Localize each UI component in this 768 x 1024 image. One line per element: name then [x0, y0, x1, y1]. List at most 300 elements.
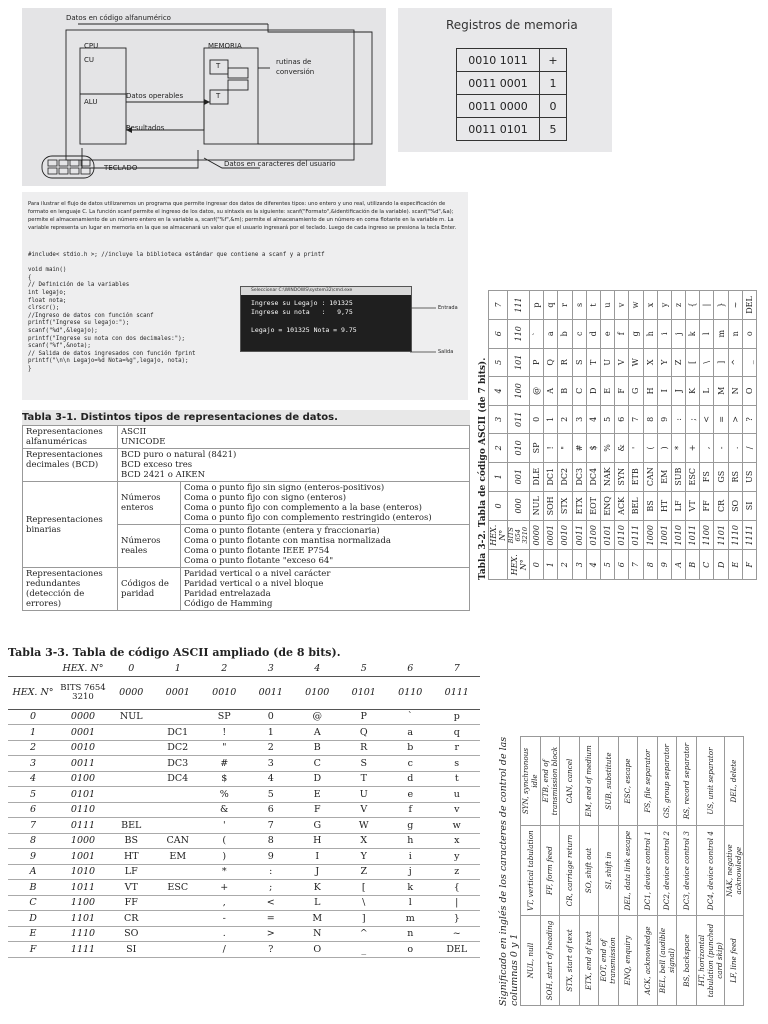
memreg-char: +	[540, 49, 567, 72]
table-cell: H	[294, 833, 341, 849]
table-cell: &	[615, 434, 629, 463]
table-cell	[108, 756, 155, 772]
table-cell: 3	[572, 405, 586, 434]
table-cell: '	[629, 434, 643, 463]
table-cell: 4	[586, 405, 600, 434]
table-cell: 6	[248, 802, 295, 818]
table-cell: J	[671, 377, 685, 406]
row-bits: 1101	[58, 911, 108, 927]
table-row	[643, 291, 657, 580]
control-char-meaning: ACK, acknowledge	[638, 916, 658, 1006]
col-hex: 0	[489, 491, 508, 520]
control-char-meaning: BS, backspace	[677, 916, 697, 1006]
row-bits: 0111	[629, 521, 643, 551]
row-label: Representaciones decimales (BCD)	[23, 449, 118, 482]
table-cell: X	[643, 348, 657, 377]
row-hex: F	[8, 942, 58, 958]
table-cell: |	[700, 291, 714, 320]
col-hex: 3	[489, 405, 508, 434]
table-row	[544, 291, 558, 580]
table-cell: U	[341, 787, 388, 803]
table-cell: CAN	[155, 833, 202, 849]
control-char-meaning: NUL, null	[521, 916, 541, 1006]
table-cell: i	[387, 849, 434, 865]
table-cell: ]	[714, 348, 728, 377]
row-hex: 2	[8, 740, 58, 756]
table-row	[671, 291, 685, 580]
table-row	[579, 737, 599, 1006]
table-cell: o	[387, 942, 434, 958]
control-char-meaning: EM, end of medium	[579, 737, 599, 826]
table-cell: v	[434, 802, 481, 818]
table-cell: F	[615, 377, 629, 406]
row-hex: 2	[558, 550, 572, 580]
table-row	[657, 291, 671, 580]
table-cell: g	[387, 818, 434, 834]
control-char-meaning: VT, vertical tabulation	[521, 826, 541, 916]
table-row	[615, 291, 629, 580]
table-row	[572, 291, 586, 580]
row-bits: 1011	[686, 521, 700, 551]
col-bits: 110	[508, 319, 530, 348]
table-cell: e	[387, 787, 434, 803]
table-cell: r	[434, 740, 481, 756]
table-cell: C	[572, 377, 586, 406]
col-hex: 5	[341, 661, 388, 676]
t2-label: T	[216, 92, 221, 100]
table-cell: 8	[248, 833, 295, 849]
table-cell: e	[600, 319, 614, 348]
table-cell: z	[434, 864, 481, 880]
memreg-bits: 0011 0000	[457, 95, 540, 118]
row-bits: 1001	[657, 521, 671, 551]
col-hex: 6	[387, 661, 434, 676]
table-cell: V	[615, 348, 629, 377]
table-cell: SOH	[544, 491, 558, 520]
row-hex: 7	[8, 818, 58, 834]
rutinas-label: rutinas de	[276, 58, 312, 66]
table-cell: 7	[248, 818, 295, 834]
row-bits: 1001	[58, 849, 108, 865]
row-hex: 0	[530, 550, 544, 580]
table-cell: c	[572, 319, 586, 348]
table-row	[8, 926, 480, 942]
table-cell: ]	[341, 911, 388, 927]
control-chars-caption: Significado en inglés de los caracteres de control de las columnas 0 y 1	[498, 736, 520, 1006]
row-bits: 0100	[586, 521, 600, 551]
table-cell: BEL	[629, 491, 643, 520]
table-cell: K	[686, 377, 700, 406]
table-cell: FS	[700, 462, 714, 491]
table-cell: -	[201, 911, 248, 927]
control-char-meaning: GS, group separator	[657, 737, 677, 826]
table-cell: B	[294, 740, 341, 756]
table-cell	[155, 926, 202, 942]
table-cell: !	[544, 434, 558, 463]
col-bits: 101	[508, 348, 530, 377]
table-cell: R	[341, 740, 388, 756]
col-bits: 0111	[434, 676, 481, 709]
table-cell	[108, 787, 155, 803]
table-cell: f	[387, 802, 434, 818]
table-cell: U	[600, 348, 614, 377]
table-cell: BS	[643, 491, 657, 520]
table-cell: S	[341, 756, 388, 772]
c-source-code: #include< stdio.h >; //incluye la biblioteca estándar que contiene a scanf y a printf void main() { // Definición de la variables int legajo; float nota; clrscr(); //Ingreso de datos con función scanf printf("Ingrese su legajo:"); scanf("%d",&legajo); printf("Ingrese su nota con dos decimales:"); scanf("%f",&nota); // Salida de datos ingresados con función fprint printf("\n\n Legajo=%d Nota=%g",legajo, nota); }	[28, 252, 325, 372]
row-bits: 0100	[58, 771, 108, 787]
col-bits: 0000	[108, 676, 155, 709]
table-cell: "	[201, 740, 248, 756]
table-cell: X	[341, 833, 388, 849]
table-cell: FF	[108, 895, 155, 911]
table-cell: 1	[248, 725, 295, 741]
row-hex: A	[671, 550, 685, 580]
cpu-label: CPU	[84, 42, 99, 50]
table-cell: .	[201, 926, 248, 942]
row-hex: 3	[572, 550, 586, 580]
table-cell: I	[294, 849, 341, 865]
table-cell: SP	[201, 709, 248, 725]
control-char-meaning: STX, start of text	[560, 916, 580, 1006]
table-cell: u	[600, 291, 614, 320]
table-cell: =	[248, 911, 295, 927]
table-row	[23, 449, 470, 482]
memory-registers	[398, 8, 612, 152]
col-bits: 0001	[155, 676, 202, 709]
table-cell: DC3	[155, 756, 202, 772]
table-cell: A	[544, 377, 558, 406]
table-cell: D	[586, 377, 600, 406]
col-hex: 7	[434, 661, 481, 676]
table-cell: L	[294, 895, 341, 911]
table-cell: |	[434, 895, 481, 911]
row-hex: 1	[544, 550, 558, 580]
table-cell: B	[558, 377, 572, 406]
table-cell	[155, 818, 202, 834]
control-char-meaning: RS, record separator	[677, 737, 697, 826]
row-bits: 1111	[742, 521, 756, 551]
control-char-meaning: ETX, end of text	[579, 916, 599, 1006]
table-cell: NAK	[600, 462, 614, 491]
table-3-3-caption: Tabla 3-3. Tabla de código ASCII ampliado (de 8 bits).	[8, 646, 341, 659]
col-hex: 4	[294, 661, 341, 676]
table-cell: LF	[108, 864, 155, 880]
table-cell: US	[742, 462, 756, 491]
table-cell: x	[434, 833, 481, 849]
row-bits: 1110	[728, 521, 742, 551]
ascii-7bit-table	[488, 290, 757, 580]
table-cell: DC2	[558, 462, 572, 491]
table-cell: b	[387, 740, 434, 756]
console-line: Legajo = 101325 Nota = 9.75	[251, 326, 357, 334]
table-cell: ^	[728, 348, 742, 377]
table-cell: 5	[248, 787, 295, 803]
control-char-meaning: NAK, negative acknowledge	[724, 826, 744, 916]
row-hex: E	[728, 550, 742, 580]
control-char-meaning: US, unit separator	[696, 737, 724, 826]
row-hex: 6	[615, 550, 629, 580]
table-cell: `	[387, 709, 434, 725]
row-bits: 0010	[558, 521, 572, 551]
control-char-meaning: FS, file separator	[638, 737, 658, 826]
col-bits: 111	[508, 291, 530, 320]
table-cell: EM	[657, 462, 671, 491]
row-hex: 5	[8, 787, 58, 803]
table-cell: %	[600, 434, 614, 463]
table-cell: 9	[657, 405, 671, 434]
hex-side-header: HEX. N°	[508, 550, 530, 580]
table-row	[700, 291, 714, 580]
table-cell: %	[201, 787, 248, 803]
representations-table	[22, 425, 470, 611]
table-cell: a	[544, 319, 558, 348]
table-cell	[155, 709, 202, 725]
row-hex: C	[700, 550, 714, 580]
table-cell: {	[434, 880, 481, 896]
memoria-label: MEMORIA	[208, 42, 242, 50]
table-cell: ETX	[572, 491, 586, 520]
control-char-meaning: FF, form feed	[540, 826, 560, 916]
col-hex: 3	[248, 661, 295, 676]
table-cell: M	[294, 911, 341, 927]
row-hex: 8	[8, 833, 58, 849]
table-cell: d	[387, 771, 434, 787]
row-values: Paridad vertical o a nivel carácter Paridad vertical o a nivel bloque Paridad entrelazada Código de Hamming	[181, 568, 470, 611]
control-char-meaning: DEL, delete	[724, 737, 744, 826]
table-cell: HT	[657, 491, 671, 520]
cu-label: CU	[84, 56, 95, 64]
table-cell: n	[387, 926, 434, 942]
table-cell: P	[341, 709, 388, 725]
col-hex: 1	[489, 462, 508, 491]
control-char-meaning: CR, carriage return	[560, 826, 580, 916]
row-hex: 0	[8, 709, 58, 725]
memreg-row	[457, 49, 567, 72]
row-hex: B	[686, 550, 700, 580]
table-row	[23, 482, 470, 525]
row-hex: 6	[8, 802, 58, 818]
row-hex: E	[8, 926, 58, 942]
entrada-label: Entrada	[438, 305, 458, 311]
table-cell: DC2	[155, 740, 202, 756]
table-cell: }	[714, 291, 728, 320]
table-cell: n	[728, 319, 742, 348]
col-bits: 0100	[294, 676, 341, 709]
row-bits: 0001	[58, 725, 108, 741]
table-cell: N	[294, 926, 341, 942]
table-cell: y	[434, 849, 481, 865]
control-char-meaning: DEL, data link escape	[618, 826, 638, 916]
table-row	[618, 737, 638, 1006]
row-hex: D	[714, 550, 728, 580]
row-hex: 1	[8, 725, 58, 741]
table-row	[638, 737, 658, 1006]
table-cell: o	[742, 319, 756, 348]
row-bits: 0011	[58, 756, 108, 772]
table-row	[540, 737, 560, 1006]
table-cell: ESC	[686, 462, 700, 491]
row-bits: 1000	[58, 833, 108, 849]
table-cell: DLE	[530, 462, 544, 491]
table-cell: /	[201, 942, 248, 958]
table-cell: q	[544, 291, 558, 320]
table-cell: DEL	[742, 291, 756, 320]
col-bits: 0011	[248, 676, 295, 709]
table-cell: DC3	[572, 462, 586, 491]
table-cell	[155, 802, 202, 818]
row-hex: F	[742, 550, 756, 580]
col-bits: 010	[508, 434, 530, 463]
table-cell: BEL	[108, 818, 155, 834]
table-cell: )	[201, 849, 248, 865]
ascii-8bit-body	[8, 709, 480, 957]
col-bits: 0110	[387, 676, 434, 709]
control-char-meaning: DC3, device control 3	[677, 826, 697, 916]
table-cell: NUL	[108, 709, 155, 725]
table-cell: ;	[248, 880, 295, 896]
table-row	[8, 849, 480, 865]
table-row	[677, 737, 697, 1006]
table-cell: VT	[108, 880, 155, 896]
table-cell: r	[558, 291, 572, 320]
table-cell: E	[294, 787, 341, 803]
table-cell: Y	[341, 849, 388, 865]
row-hex: C	[8, 895, 58, 911]
conversion-label: conversión	[276, 68, 315, 76]
table-cell: DC4	[586, 462, 600, 491]
col-hex: 0	[108, 661, 155, 676]
table-cell: .	[728, 434, 742, 463]
table-cell: H	[643, 377, 657, 406]
table-cell: CR	[108, 911, 155, 927]
row-hex: 5	[600, 550, 614, 580]
table-cell: "	[558, 434, 572, 463]
control-char-meaning: ENQ, enquiry	[618, 916, 638, 1006]
control-char-meaning: SOH, start of heading	[540, 916, 560, 1006]
table-header-row	[489, 291, 508, 580]
table-cell: ENQ	[600, 491, 614, 520]
table-cell: Z	[341, 864, 388, 880]
table-row	[8, 756, 480, 772]
row-bits: 1101	[714, 521, 728, 551]
table-cell: 5	[600, 405, 614, 434]
table-cell: =	[714, 405, 728, 434]
code-example-panel	[22, 192, 468, 400]
row-hex: 8	[643, 550, 657, 580]
table-row	[586, 291, 600, 580]
table-row	[8, 740, 480, 756]
row-bits: 0101	[58, 787, 108, 803]
control-chars-body	[521, 737, 744, 1006]
table-cell: SO	[728, 491, 742, 520]
table-cell: ?	[248, 942, 295, 958]
row-bits: 0011	[572, 521, 586, 551]
row-values: ASCII UNICODE	[118, 426, 470, 449]
sub-label: Números reales	[118, 525, 181, 568]
console-title: Seleccionar C:\WINDOWS\system32\cmd.exe	[241, 287, 411, 295]
table-row	[521, 737, 541, 1006]
table-cell: HT	[108, 849, 155, 865]
table-cell: l	[387, 895, 434, 911]
table-cell: 6	[615, 405, 629, 434]
table-cell: DEL	[434, 942, 481, 958]
table-cell: R	[558, 348, 572, 377]
table-cell: (	[201, 833, 248, 849]
table-3-2	[478, 290, 757, 580]
table-row	[8, 771, 480, 787]
table-row	[8, 709, 480, 725]
row-label: Representaciones redundantes (detección de errores)	[23, 568, 118, 611]
col-hex: 1	[155, 661, 202, 676]
control-char-meaning: SO, shift out	[579, 826, 599, 916]
table-cell: l	[700, 319, 714, 348]
hex-header: HEX. N°	[58, 661, 108, 676]
table-cell: 0	[248, 709, 295, 725]
sub-label: Números enteros	[118, 482, 181, 525]
row-hex: 3	[8, 756, 58, 772]
t1-label: T	[216, 62, 221, 70]
table-cell: M	[714, 377, 728, 406]
table-row	[629, 291, 643, 580]
table-cell: BS	[108, 833, 155, 849]
row-bits: 0110	[58, 802, 108, 818]
control-char-meaning: SUB, substitute	[599, 737, 619, 826]
table-cell: (	[643, 434, 657, 463]
table-row	[8, 818, 480, 834]
row-bits: 0110	[615, 521, 629, 551]
table-cell: +	[686, 434, 700, 463]
memreg-bits: 0010 1011	[457, 49, 540, 72]
table-cell: G	[294, 818, 341, 834]
table-cell: q	[434, 725, 481, 741]
table-cell: w	[434, 818, 481, 834]
table-cell: F	[294, 802, 341, 818]
col-hex: 2	[201, 661, 248, 676]
table-cell: p	[434, 709, 481, 725]
table-header-row	[8, 661, 480, 676]
table-cell: 4	[248, 771, 295, 787]
table-cell: SYN	[615, 462, 629, 491]
table-cell: {	[686, 291, 700, 320]
col-hex: 5	[489, 348, 508, 377]
table-cell: GS	[714, 462, 728, 491]
table-cell: d	[586, 319, 600, 348]
table-row	[8, 942, 480, 958]
table-row	[23, 426, 470, 449]
table-cell: S	[572, 348, 586, 377]
table-cell: VT	[686, 491, 700, 520]
table-header-row	[8, 676, 480, 709]
table-row	[8, 880, 480, 896]
control-char-meaning: DC1, device control 1	[638, 826, 658, 916]
table-cell: O	[742, 377, 756, 406]
table-cell: K	[294, 880, 341, 896]
row-bits: 1010	[58, 864, 108, 880]
row-values: BCD puro o natural (8421) BCD exceso tres BCD 2421 o AIKEN	[118, 449, 470, 482]
table-cell: }	[434, 911, 481, 927]
table-cell: f	[615, 319, 629, 348]
row-bits: 0010	[58, 740, 108, 756]
teclado-label: TECLADO	[104, 164, 138, 172]
table-cell: DC1	[544, 462, 558, 491]
table-row	[657, 737, 677, 1006]
table-cell: b	[558, 319, 572, 348]
table-cell: V	[341, 802, 388, 818]
table-cell: $	[201, 771, 248, 787]
table-cell: >	[248, 926, 295, 942]
table-3-3	[8, 646, 480, 958]
table-cell: A	[294, 725, 341, 741]
